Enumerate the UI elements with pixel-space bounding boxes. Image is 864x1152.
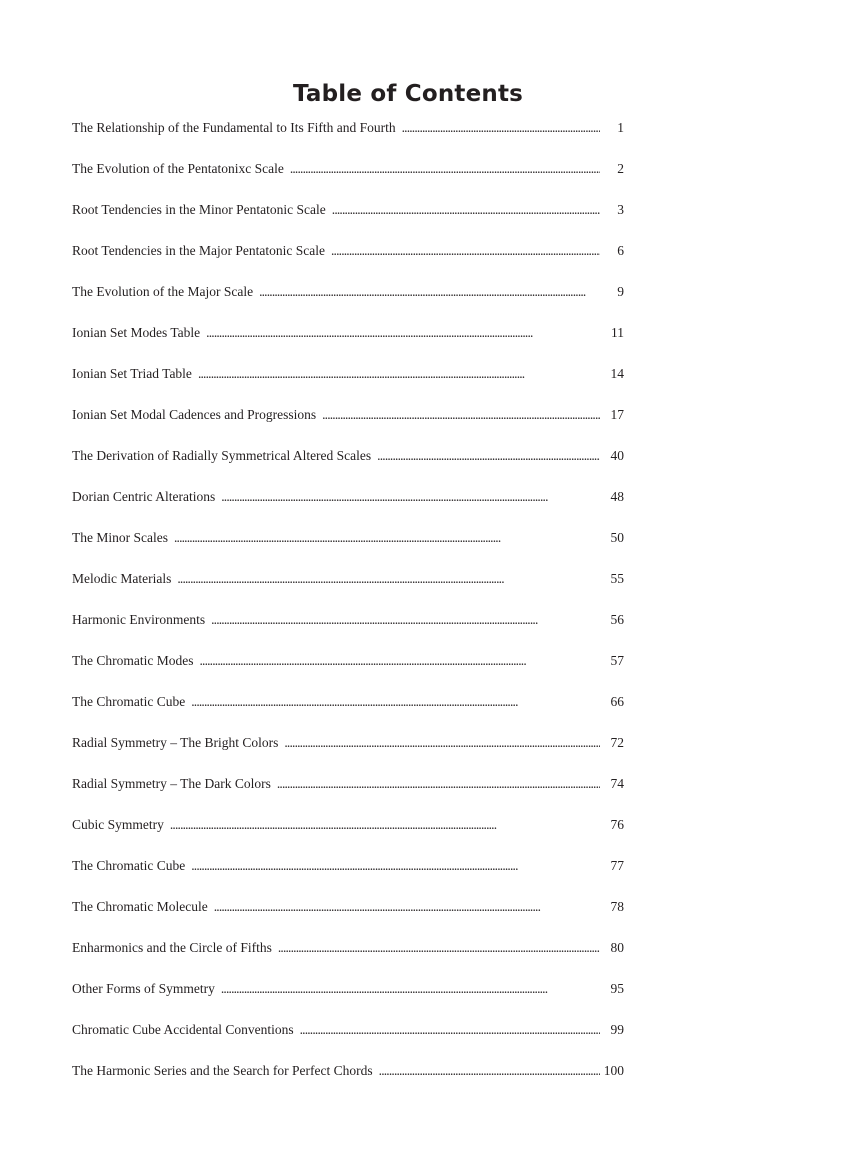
dot-leader <box>170 817 600 833</box>
toc-entry-page: 50 <box>610 530 624 545</box>
toc-entry-page: 48 <box>610 489 624 504</box>
toc-entry-page: 66 <box>610 694 624 709</box>
toc-entry[interactable] <box>72 612 624 653</box>
toc-entry-page: 100 <box>603 1063 624 1078</box>
dot-leader <box>177 571 600 587</box>
toc-entry-page: 11 <box>611 325 624 340</box>
toc-entry-page: 55 <box>610 571 624 586</box>
toc-entry-title: Dorian Centric Alterations <box>72 489 216 504</box>
toc-entry[interactable] <box>72 940 624 981</box>
toc-entry[interactable] <box>72 530 624 571</box>
table-of-contents <box>72 120 624 1104</box>
toc-entry[interactable] <box>72 735 624 776</box>
toc-entry[interactable] <box>72 776 624 817</box>
toc-entry[interactable] <box>72 407 624 448</box>
dot-leader <box>300 1022 600 1038</box>
toc-entry-title: The Chromatic Modes <box>72 653 194 668</box>
toc-entry-title: Harmonic Environments <box>72 612 206 627</box>
toc-entry-title: Ionian Set Triad Table <box>72 366 192 381</box>
toc-entry-page: 76 <box>610 817 624 832</box>
toc-entry[interactable] <box>72 858 624 899</box>
toc-entry-page: 56 <box>610 612 624 627</box>
toc-entry-page: 9 <box>617 284 624 299</box>
toc-entry[interactable] <box>72 817 624 858</box>
toc-entry-title: Ionian Set Modal Cadences and Progressions <box>72 407 317 422</box>
toc-entry-title: Radial Symmetry – The Dark Colors <box>72 776 271 791</box>
dot-leader <box>277 776 600 792</box>
toc-entry-page: 1 <box>617 120 624 135</box>
toc-entry-title: Other Forms of Symmetry <box>72 981 215 996</box>
toc-entry-page: 74 <box>610 776 624 791</box>
dot-leader <box>221 489 600 505</box>
toc-entry-page: 95 <box>610 981 624 996</box>
dot-leader <box>379 1063 600 1079</box>
toc-entry-page: 3 <box>617 202 624 217</box>
dot-leader <box>259 284 600 300</box>
toc-entry-page: 6 <box>617 243 624 258</box>
toc-entry-page: 2 <box>617 161 624 176</box>
toc-entry-page: 40 <box>610 448 624 463</box>
toc-entry-title: The Relationship of the Fundamental to Its Fifth and Fourth <box>72 120 396 135</box>
toc-entry[interactable] <box>72 981 624 1022</box>
dot-leader <box>198 366 600 382</box>
toc-entry[interactable] <box>72 448 624 489</box>
toc-entry-page: 57 <box>610 653 624 668</box>
toc-entry[interactable] <box>72 571 624 612</box>
toc-entry-title: Enharmonics and the Circle of Fifths <box>72 940 272 955</box>
toc-entry-title: Melodic Materials <box>72 571 172 586</box>
toc-entry[interactable] <box>72 489 624 530</box>
toc-entry-page: 77 <box>610 858 624 873</box>
toc-entry-title: The Harmonic Series and the Search for Perfect Chords <box>72 1063 373 1078</box>
dot-leader <box>214 899 600 915</box>
toc-entry-title: Cubic Symmetry <box>72 817 164 832</box>
toc-entry-title: Radial Symmetry – The Bright Colors <box>72 735 279 750</box>
toc-entry-page: 78 <box>610 899 624 914</box>
toc-entry[interactable] <box>72 120 624 161</box>
toc-entry[interactable] <box>72 161 624 202</box>
toc-entry[interactable] <box>72 1063 624 1104</box>
toc-entry-page: 99 <box>610 1022 624 1037</box>
toc-entry[interactable] <box>72 694 624 735</box>
dot-leader <box>332 202 600 218</box>
toc-entry-title: The Derivation of Radially Symmetrical Altered Scales <box>72 448 372 463</box>
toc-entry-page: 80 <box>610 940 624 955</box>
toc-entry-title: The Chromatic Cube <box>72 694 186 709</box>
toc-entry[interactable] <box>72 653 624 694</box>
page-title: Table of Contents <box>292 81 524 108</box>
dot-leader <box>402 120 600 136</box>
toc-entry[interactable] <box>72 899 624 940</box>
dot-leader <box>191 858 600 874</box>
dot-leader <box>199 653 600 669</box>
toc-entry-page: 17 <box>610 407 624 422</box>
toc-entry[interactable] <box>72 325 624 366</box>
toc-entry[interactable] <box>72 1022 624 1063</box>
toc-entry-title: The Evolution of the Pentatonixc Scale <box>72 161 284 176</box>
dot-leader <box>284 735 600 751</box>
dot-leader <box>211 612 600 628</box>
dot-leader <box>221 981 600 997</box>
dot-leader <box>174 530 600 546</box>
toc-entry[interactable] <box>72 243 624 284</box>
toc-entry[interactable] <box>72 284 624 325</box>
toc-entry-title: Chromatic Cube Accidental Conventions <box>72 1022 294 1037</box>
toc-entry-title: Root Tendencies in the Major Pentatonic Scale <box>72 243 325 258</box>
toc-entry[interactable] <box>72 366 624 407</box>
toc-entry[interactable] <box>72 202 624 243</box>
toc-entry-title: The Minor Scales <box>72 530 168 545</box>
dot-leader <box>331 243 600 259</box>
toc-entry-page: 72 <box>610 735 624 750</box>
dot-leader <box>322 407 600 423</box>
toc-entry-title: Root Tendencies in the Minor Pentatonic Scale <box>72 202 326 217</box>
dot-leader <box>278 940 600 956</box>
dot-leader <box>290 161 600 177</box>
dot-leader <box>377 448 600 464</box>
dot-leader <box>191 694 600 710</box>
dot-leader <box>206 325 600 341</box>
toc-entry-title: The Chromatic Cube <box>72 858 186 873</box>
toc-entry-title: Ionian Set Modes Table <box>72 325 201 340</box>
toc-entry-title: The Chromatic Molecule <box>72 899 208 914</box>
toc-entry-page: 14 <box>610 366 624 381</box>
toc-entry-title: The Evolution of the Major Scale <box>72 284 254 299</box>
